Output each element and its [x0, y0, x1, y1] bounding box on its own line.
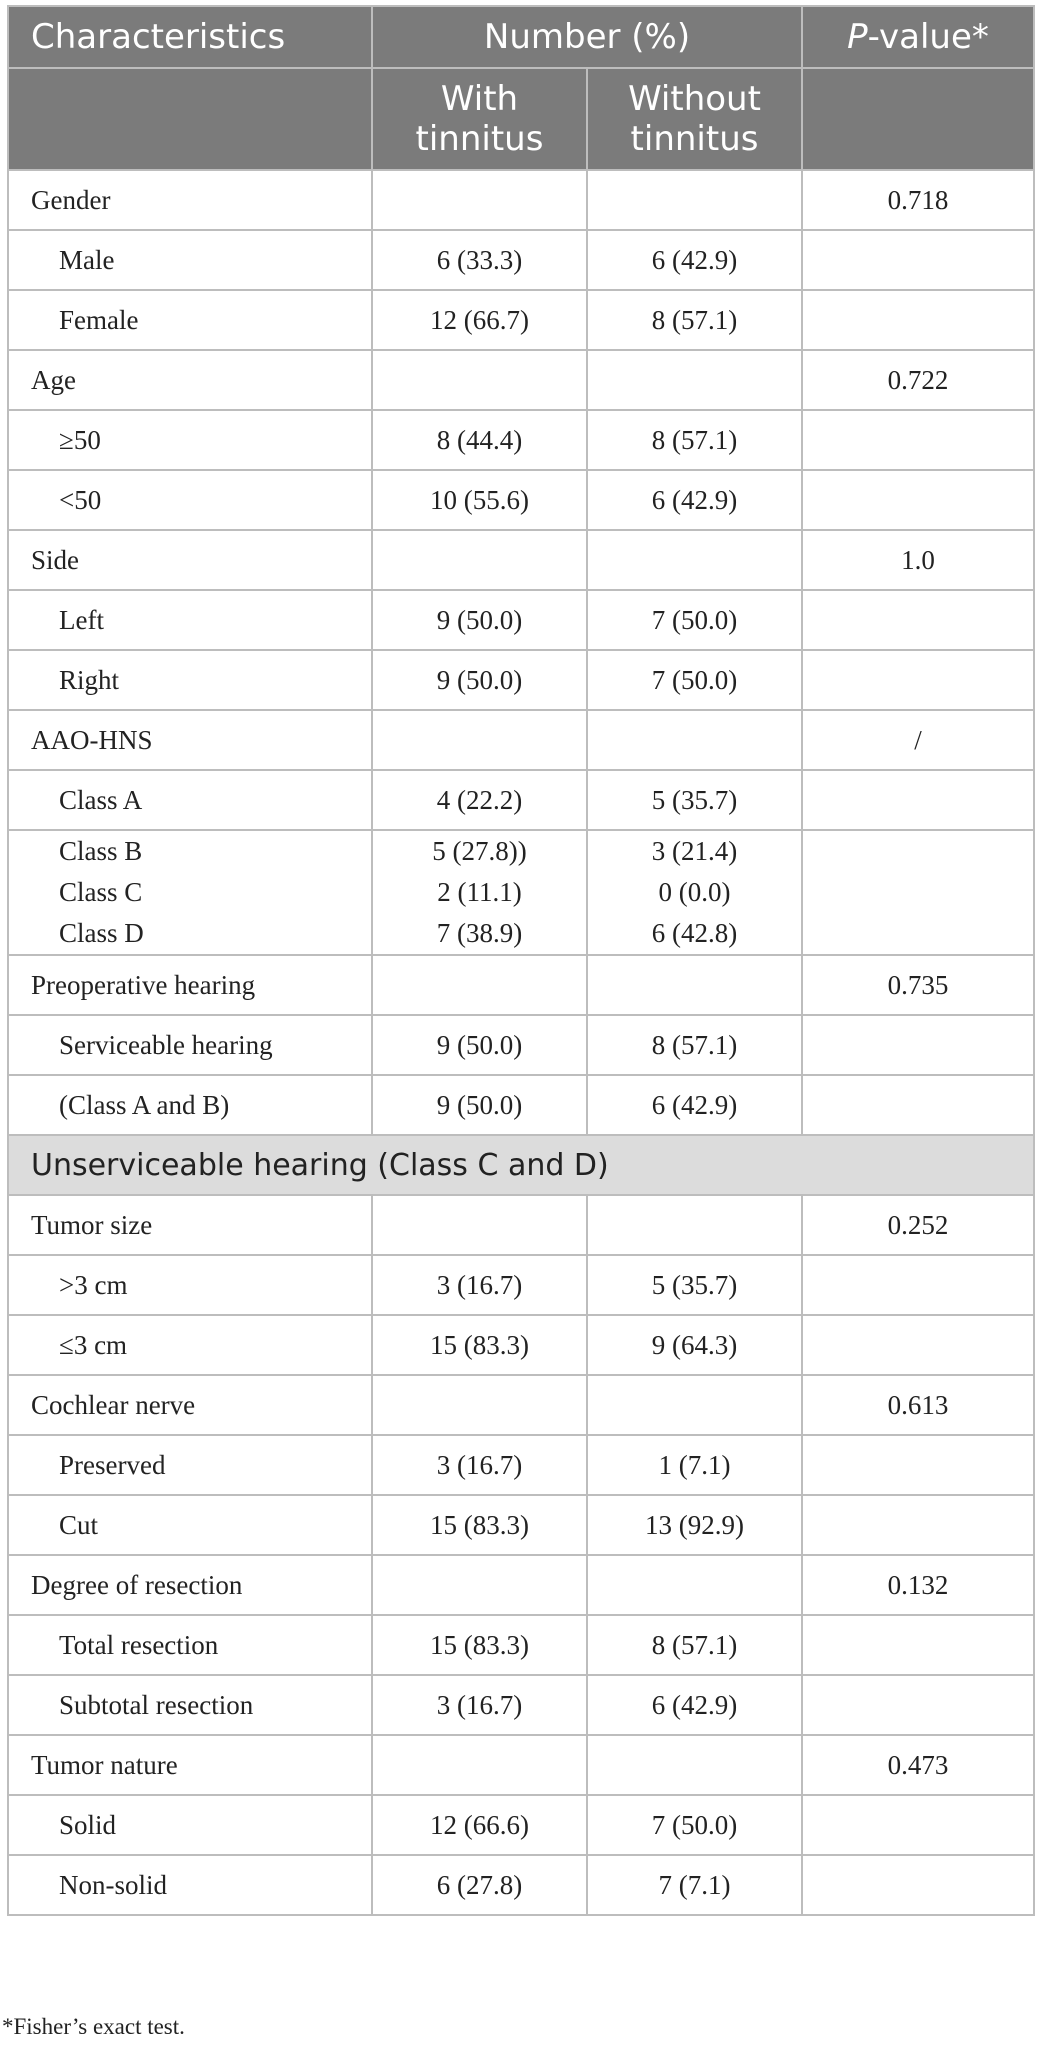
p-value-cell: 0.132	[802, 1555, 1034, 1615]
with-tinnitus-cell: 15 (83.3)	[372, 1615, 587, 1675]
p-value-cell: 0.722	[802, 350, 1034, 410]
table-row	[8, 1315, 1034, 1375]
table-row	[8, 1435, 1034, 1495]
table-row	[8, 710, 1034, 770]
table-row	[8, 650, 1034, 710]
row-label: Subtotal resection	[8, 1675, 372, 1735]
without-tinnitus-group	[587, 830, 802, 955]
row-label: <50	[8, 470, 372, 530]
without-tinnitus-cell: 9 (64.3)	[587, 1315, 802, 1375]
with-tinnitus-cell: 10 (55.6)	[372, 470, 587, 530]
row-label: Preoperative hearing	[8, 955, 372, 1015]
p-value-cell: 0.718	[802, 170, 1034, 230]
without-tinnitus-cell: 13 (92.9)	[587, 1495, 802, 1555]
table-row	[8, 1495, 1034, 1555]
p-value-cell: 1.0	[802, 530, 1034, 590]
without-tinnitus-cell: 6 (42.9)	[587, 230, 802, 290]
row-label: >3 cm	[8, 1255, 372, 1315]
table-row	[8, 470, 1034, 530]
row-label: Degree of resection	[8, 1555, 372, 1615]
with-tinnitus-cell: 9 (50.0)	[372, 1075, 587, 1135]
table-row	[8, 955, 1034, 1015]
without-tinnitus-cell: 1 (7.1)	[587, 1435, 802, 1495]
table-row	[8, 1255, 1034, 1315]
table-row	[8, 1555, 1034, 1615]
with-tinnitus-cell: 2 (11.1)	[437, 877, 522, 907]
with-tinnitus-cell: 6 (27.8)	[372, 1855, 587, 1915]
row-label: Female	[8, 290, 372, 350]
p-value-cell: 0.735	[802, 955, 1034, 1015]
without-tinnitus-cell: 5 (35.7)	[587, 1255, 802, 1315]
without-tinnitus-cell: 6 (42.9)	[587, 470, 802, 530]
row-label: Serviceable hearing	[8, 1015, 372, 1075]
with-tinnitus-cell: 9 (50.0)	[372, 590, 587, 650]
header-p-rest: -value*	[867, 17, 989, 57]
with-tinnitus-cell: 8 (44.4)	[372, 410, 587, 470]
with-tinnitus-cell: 6 (33.3)	[372, 230, 587, 290]
section-label: Unserviceable hearing (Class C and D)	[8, 1135, 1034, 1195]
table-row	[8, 1375, 1034, 1435]
row-label: ≤3 cm	[8, 1315, 372, 1375]
with-tinnitus-cell: 3 (16.7)	[372, 1255, 587, 1315]
header-empty-right	[802, 68, 1034, 170]
table-body	[8, 170, 1034, 1915]
table-row	[8, 770, 1034, 830]
without-tinnitus-cell: 7 (50.0)	[587, 650, 802, 710]
with-tinnitus-cell: 12 (66.6)	[372, 1795, 587, 1855]
without-tinnitus-cell: 8 (57.1)	[587, 410, 802, 470]
with-tinnitus-cell: 15 (83.3)	[372, 1495, 587, 1555]
row-label: Total resection	[8, 1615, 372, 1675]
without-tinnitus-cell: 8 (57.1)	[587, 1015, 802, 1075]
p-value-cell: 0.613	[802, 1375, 1034, 1435]
with-tinnitus-cell: 15 (83.3)	[372, 1315, 587, 1375]
with-tinnitus-cell: 9 (50.0)	[372, 650, 587, 710]
row-label: Solid	[8, 1795, 372, 1855]
row-label: (Class A and B)	[8, 1075, 372, 1135]
p-value-cell: 0.252	[802, 1195, 1034, 1255]
table-row	[8, 590, 1034, 650]
p-value-cell: 0.473	[802, 1735, 1034, 1795]
row-label: Non-solid	[8, 1855, 372, 1915]
table-row	[8, 1015, 1034, 1075]
row-label: Gender	[8, 170, 372, 230]
table-row	[8, 1075, 1034, 1135]
with-tinnitus-cell: 5 (27.8))	[432, 836, 527, 866]
row-label: Right	[8, 650, 372, 710]
without-tinnitus-cell: 8 (57.1)	[587, 1615, 802, 1675]
row-label: Tumor nature	[8, 1735, 372, 1795]
header-characteristics: Characteristics	[8, 6, 372, 68]
without-tinnitus-cell: 6 (42.9)	[587, 1675, 802, 1735]
with-tinnitus-cell: 7 (38.9)	[436, 918, 523, 948]
with-tinnitus-cell: 3 (16.7)	[372, 1435, 587, 1495]
table-header	[8, 6, 1034, 170]
without-tinnitus-cell: 0 (0.0)	[658, 877, 731, 907]
row-label: Age	[8, 350, 372, 410]
with-tinnitus-cell: 4 (22.2)	[372, 770, 587, 830]
without-tinnitus-cell: 5 (35.7)	[587, 770, 802, 830]
row-label: AAO-HNS	[8, 710, 372, 770]
without-tinnitus-cell: 6 (42.9)	[587, 1075, 802, 1135]
table-row	[8, 1675, 1034, 1735]
table-row	[8, 230, 1034, 290]
row-label: Class B	[59, 836, 143, 866]
table-row	[8, 1855, 1034, 1915]
header-with-tinnitus: With tinnitus	[372, 68, 587, 170]
row-label: Class A	[8, 770, 372, 830]
footnote: *Fisher’s exact test.	[2, 2014, 185, 2039]
row-label: Left	[8, 590, 372, 650]
table-row	[8, 530, 1034, 590]
row-label: Cut	[8, 1495, 372, 1555]
header-p-italic: P	[847, 17, 868, 57]
row-label: Preserved	[8, 1435, 372, 1495]
row-label-group	[8, 830, 372, 955]
p-value-cell: /	[802, 710, 1034, 770]
row-label: Class D	[59, 918, 144, 948]
table-row	[8, 1615, 1034, 1675]
table-row	[8, 1195, 1034, 1255]
header-number-pct: Number (%)	[372, 6, 802, 68]
table-row-multi	[8, 830, 1034, 955]
table-row	[8, 1795, 1034, 1855]
table-row	[8, 410, 1034, 470]
with-tinnitus-cell: 9 (50.0)	[372, 1015, 587, 1075]
characteristics-table	[7, 5, 1035, 1916]
without-tinnitus-cell: 8 (57.1)	[587, 290, 802, 350]
row-label: Male	[8, 230, 372, 290]
row-label: Cochlear nerve	[8, 1375, 372, 1435]
row-label: Class C	[59, 877, 143, 907]
header-p-value	[802, 6, 1034, 68]
table-row	[8, 290, 1034, 350]
with-tinnitus-cell: 3 (16.7)	[372, 1675, 587, 1735]
without-tinnitus-cell: 7 (50.0)	[587, 1795, 802, 1855]
row-label: ≥50	[8, 410, 372, 470]
without-tinnitus-cell: 6 (42.8)	[651, 918, 738, 948]
without-tinnitus-cell: 7 (7.1)	[587, 1855, 802, 1915]
table-row	[8, 1735, 1034, 1795]
header-without-tinnitus: Without tinnitus	[587, 68, 802, 170]
with-tinnitus-cell: 12 (66.7)	[372, 290, 587, 350]
table-row	[8, 170, 1034, 230]
row-label: Side	[8, 530, 372, 590]
without-tinnitus-cell: 3 (21.4)	[651, 836, 738, 866]
table-row	[8, 350, 1034, 410]
header-empty-left	[8, 68, 372, 170]
without-tinnitus-cell: 7 (50.0)	[587, 590, 802, 650]
with-tinnitus-group	[372, 830, 587, 955]
row-label: Tumor size	[8, 1195, 372, 1255]
section-row	[8, 1135, 1034, 1195]
